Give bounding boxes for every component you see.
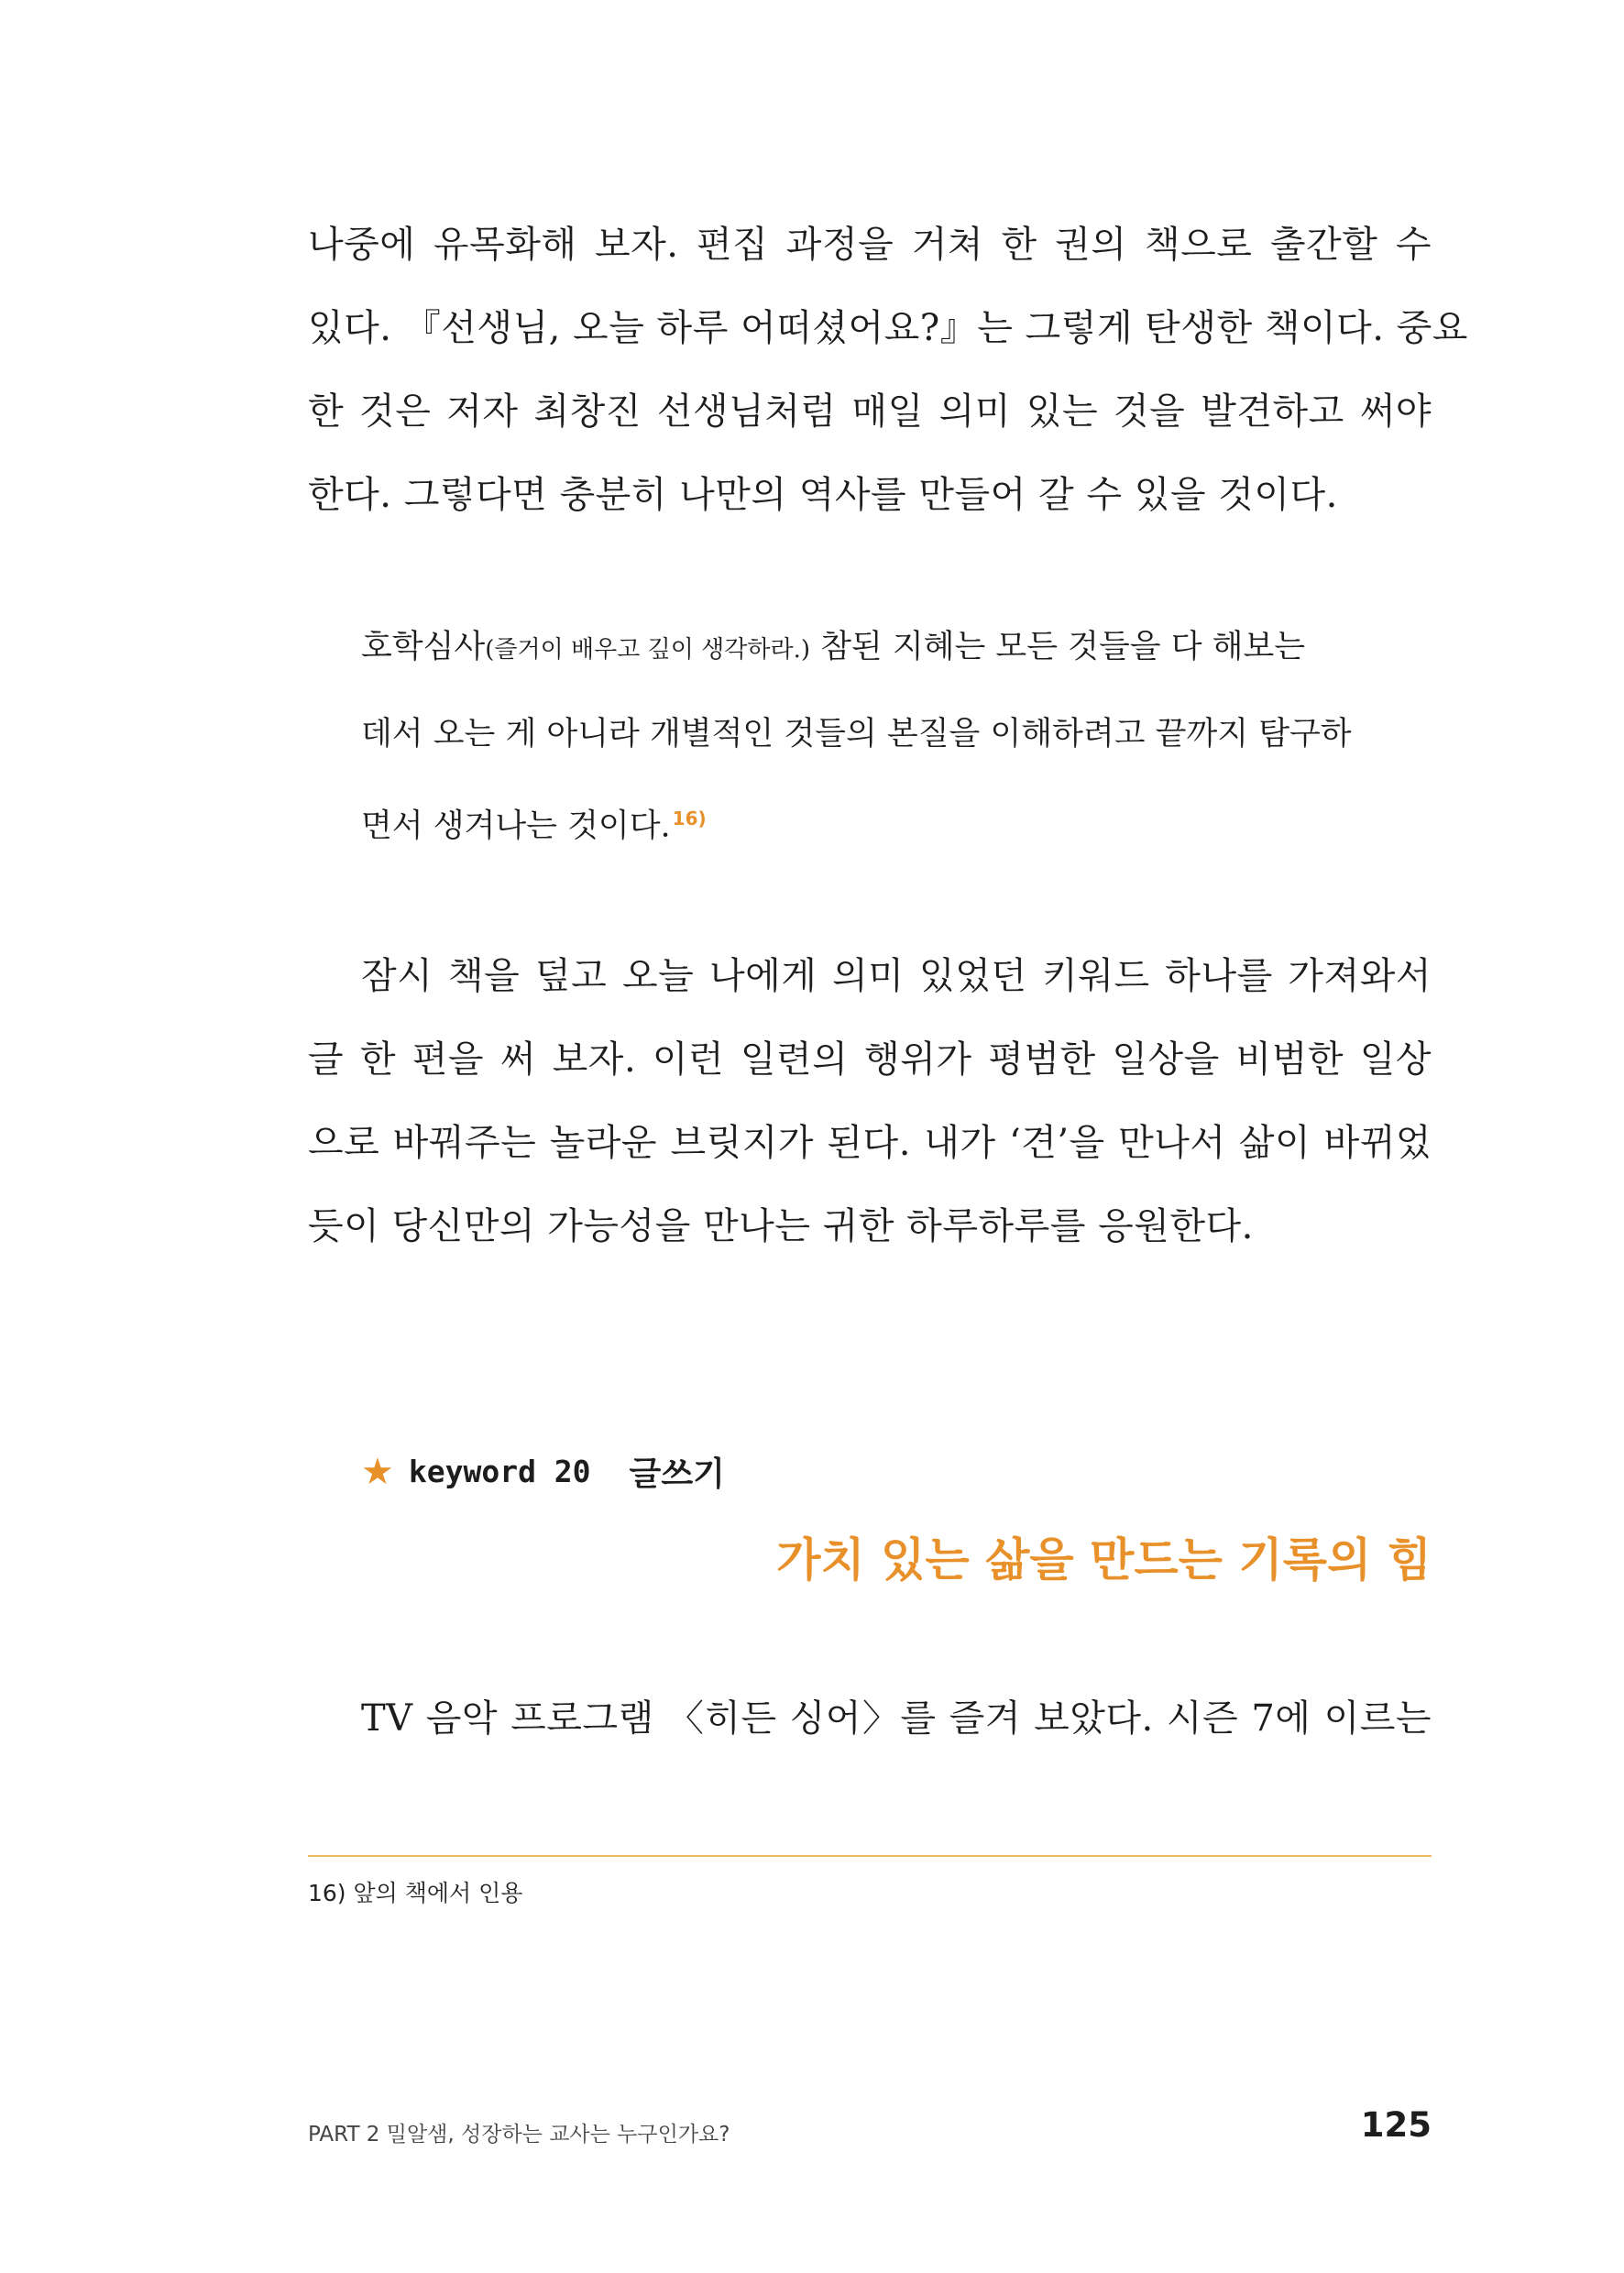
quote-line: 데서 오는 게 아니라 개별적인 것들의 본질을 이해하려고 끝까지 탐구하	[361, 716, 1352, 752]
quote-line-rest: 참된 지혜는 모든 것들을 다 해보는	[810, 629, 1306, 665]
keyword-label	[361, 1448, 725, 1495]
quote-line	[361, 605, 1378, 692]
paragraph-line: 글 한 편을 써 보자. 이런 일련의 행위가 평범한 일상을 비범한 일상	[308, 1038, 1432, 1081]
body-paragraph-2	[308, 935, 1432, 1268]
paragraph-line: 잠시 책을 덮고 오늘 나에게 의미 있었던 키워드 하나를 가져와서	[361, 955, 1432, 997]
running-head: PART 2 밀알샘, 성장하는 교사는 누구인가요?	[308, 2123, 730, 2147]
footnote-reference[interactable]: 16)	[672, 807, 707, 829]
paragraph-line: 한다. 그렇다면 충분히 나만의 역사를 만들어 갈 수 있을 것이다.	[308, 474, 1338, 516]
star-icon: ★	[361, 1450, 394, 1493]
quote-parenthetical: (즐거이 배우고 깊이 생각하라.)	[485, 636, 810, 664]
quote-line-end: 면서 생겨나는 것이다.	[361, 807, 671, 845]
page-number: 125	[1360, 2105, 1432, 2145]
body-paragraph-1	[308, 203, 1468, 537]
quote-block	[361, 605, 1378, 869]
footnote-divider	[308, 1855, 1432, 1857]
paragraph-line: 나중에 유목화해 보자. 편집 과정을 거쳐 한 권의 책으로 출간할 수	[308, 224, 1432, 266]
footnote-text: 16) 앞의 책에서 인용	[308, 1880, 523, 1906]
keyword-number: keyword 20	[408, 1454, 591, 1489]
section-headline: 가치 있는 삶을 만드는 기록의 힘	[776, 1533, 1432, 1587]
body-paragraph-3	[308, 1677, 1432, 1761]
quote-lead: 호학심사	[361, 629, 486, 665]
paragraph-line: 한 것은 저자 최창진 선생님처럼 매일 의미 있는 것을 발견하고 써야	[308, 390, 1432, 433]
quote-line	[361, 776, 1378, 869]
keyword-word: 글쓰기	[629, 1455, 725, 1493]
paragraph-line: 듯이 당신만의 가능성을 만나는 귀한 하루하루를 응원한다.	[308, 1205, 1254, 1247]
paragraph-line: 있다. 『선생님, 오늘 하루 어떠셨어요?』는 그렇게 탄생한 책이다. 중요	[308, 307, 1468, 349]
paragraph-line: TV 음악 프로그램 〈히든 싱어〉를 즐겨 보았다. 시즌 7에 이르는	[361, 1697, 1432, 1740]
paragraph-line: 으로 바꿔주는 놀라운 브릿지가 된다. 내가 ‘견’을 만나서 삶이 바뀌었	[308, 1122, 1432, 1164]
